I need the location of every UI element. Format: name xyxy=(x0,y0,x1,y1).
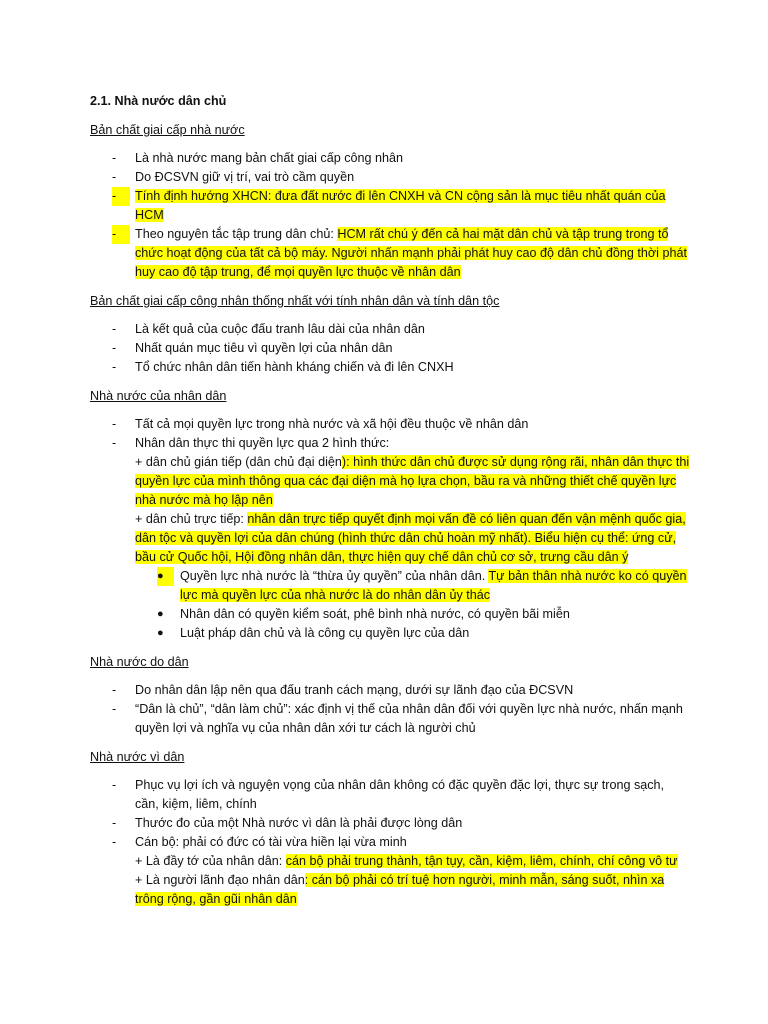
section-heading-nha-nuoc-cua-nhan-dan: Nhà nước của nhân dân xyxy=(90,389,227,403)
list-item: - Tất cả mọi quyền lực trong nhà nước và xã hội đều thuộc về nhân dân xyxy=(112,417,529,431)
section-heading-thong-nhat: Bản chất giai cấp công nhân thống nhất với tính nhân dân và tính dân tộc xyxy=(90,294,500,308)
list-item: - Thước đo của một Nhà nước vì dân là phải được lòng dân xyxy=(112,816,463,830)
list-item: - Nhất quán mục tiêu vì quyền lợi của nhân dân xyxy=(112,341,393,355)
list-item: - Là nhà nước mang bản chất giai cấp công nhân xyxy=(112,151,404,165)
sub-item-day-to: + Là đầy tớ của nhân dân: cán bộ phải trung thành, tận tụy, cần, kiệm, liêm, chính, chí công vô tư xyxy=(135,854,678,868)
list-item: - Tổ chức nhân dân tiến hành kháng chiến và đi lên CNXH xyxy=(112,360,454,374)
section-list-ban-chat-giai-cap xyxy=(90,149,690,282)
section-list-nha-nuoc-do-dan xyxy=(90,681,690,738)
list-item: - Theo nguyên tắc tập trung dân chủ: HCM rất chú ý đến cả hai mặt dân chủ và tập trung trong tổ chức hoạt động của tất cả bộ máy. Người nhấn mạnh phải phát huy cao độ dân chủ đồng thời phát huy cao độ tập trung, để mọi quyền lực thuộc về nhân dân xyxy=(112,227,687,279)
page-title: 2.1. Nhà nước dân chủ xyxy=(90,94,227,108)
bullet-list-quyen-luc xyxy=(90,567,690,643)
sub-item-lanh-dao: + Là người lãnh đạo nhân dân: cán bộ phải có trí tuệ hơn người, minh mẫn, sáng suốt, nhìn xa trông rộng, gần gũi nhân dân xyxy=(135,873,665,906)
bullet-item: ● Quyền lực nhà nước là “thừa ủy quyền” của nhân dân. Tự bản thân nhà nước ko có quyền lực mà quyền lực của nhà nước là do nhân dân ủy thác xyxy=(157,569,687,602)
bullet-item: ● Luật pháp dân chủ và là công cụ quyền lực của dân xyxy=(157,626,470,640)
list-item: - Do ĐCSVN giữ vị trí, vai trò cầm quyền xyxy=(112,170,355,184)
sub-item-dan-chu-truc-tiep: + dân chủ trực tiếp: nhân dân trực tiếp quyết định mọi vấn đề có liên quan đến vận mệnh quốc gia, dân tộc và quyền lợi của dân chúng (hình thức dân chủ hoàn mỹ nhất). Biểu hiện cụ thể: ứng cử, bầu cử Quốc hội, Hội đồng nhân dân, thực hiện quy chế dân chủ cơ sở, trưng cầu dân ý xyxy=(135,512,686,564)
section-list-thong-nhat xyxy=(90,320,690,377)
sub-item-dan-chu-gian-tiep: + dân chủ gián tiếp (dân chủ đại diện): hình thức dân chủ được sử dụng rộng rãi, nhân dân thực thi quyền lực của mình thông qua các đại diện mà họ lựa chọn, bầu ra và những thiết chế quyền lực nhà nước mà họ lập nên xyxy=(135,455,690,507)
list-item: - Do nhân dân lập nên qua đấu tranh cách mạng, dưới sự lãnh đạo của ĐCSVN xyxy=(112,683,574,697)
list-item: - Là kết quả của cuộc đấu tranh lâu dài của nhân dân xyxy=(112,322,425,336)
list-item: - Cán bộ: phải có đức có tài vừa hiền lại vừa minh + Là đầy tớ của nhân dân: cán bộ phải trung thành, tận tụy, cần, kiệm, liêm, chính, chí công vô tư + Là người lãnh đạo nhân dân: cán bộ phải có trí tuệ hơn người, minh mẫn, sáng suốt, nhìn xa trông rộng, gần gũi nhân dân xyxy=(90,833,690,909)
section-heading-nha-nuoc-vi-dan: Nhà nước vì dân xyxy=(90,750,185,764)
document-page xyxy=(90,92,690,909)
list-item: - Phục vụ lợi ích và nguyện vọng của nhân dân không có đặc quyền đặc lợi, thực sự trong sạch, cần, kiệm, liêm, chính xyxy=(112,778,665,811)
list-item: - Nhân dân thực thi quyền lực qua 2 hình thức: + dân chủ gián tiếp (dân chủ đại diện): hình thức dân chủ được sử dụng rộng rãi, nhân dân thực thi quyền lực của mình thông qua các đại diện mà họ lựa chọn, bầu ra và những thiết chế quyền lực nhà nước mà họ lập nên + dân chủ trực tiếp: nhân dân trực tiếp quyết định mọi vấn đề có liên quan đến vận mệnh quốc gia, dân tộc và quyền lợi của dân chúng (hình thức dân chủ hoàn mỹ nhất). Biểu hiện cụ thể: ứng cử, bầu cử Quốc hội, Hội đồng nhân dân, thực hiện quy chế dân chủ cơ sở, trưng cầu dân ý xyxy=(90,434,690,567)
section-list-nha-nuoc-cua-nhan-dan xyxy=(90,415,690,567)
list-item: - Tính định hướng XHCN: đưa đất nước đi lên CNXH và CN cộng sản là mục tiêu nhất quán của HCM xyxy=(112,189,666,222)
section-heading-ban-chat-giai-cap: Bản chất giai cấp nhà nước xyxy=(90,123,245,137)
section-heading-nha-nuoc-do-dan: Nhà nước do dân xyxy=(90,655,189,669)
bullet-item: ● Nhân dân có quyền kiểm soát, phê bình nhà nước, có quyền bãi miễn xyxy=(157,607,570,621)
section-list-nha-nuoc-vi-dan xyxy=(90,776,690,909)
list-item: - “Dân là chủ”, “dân làm chủ”: xác định vị thế của nhân dân đối với quyền lực nhà nước, nhấn mạnh quyền lợi và nghĩa vụ của nhân dân xới tư cách là người chủ xyxy=(112,702,683,735)
